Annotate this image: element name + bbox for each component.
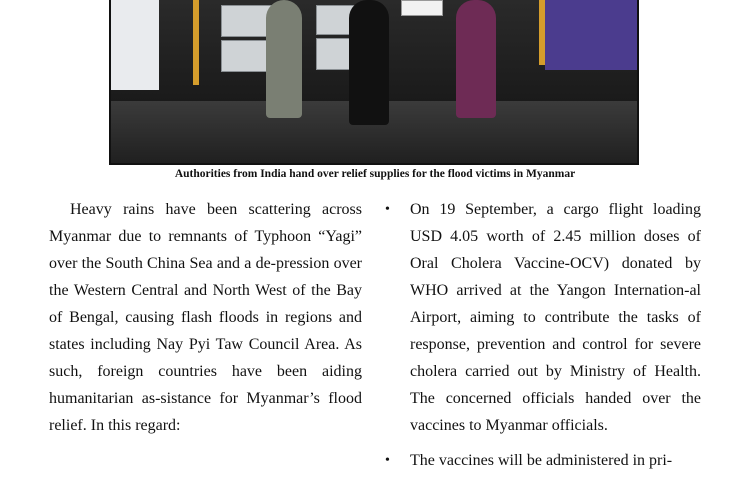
news-photo bbox=[109, 0, 639, 165]
bullet-marker: • bbox=[385, 453, 390, 468]
photo-person bbox=[266, 0, 302, 118]
photo-stand bbox=[539, 0, 545, 65]
bullet-text: The vaccines will be administered in pri- bbox=[410, 452, 673, 469]
photo-person bbox=[456, 0, 496, 118]
right-column bbox=[385, 196, 701, 482]
bullet-marker: • bbox=[385, 202, 390, 217]
bullet-text: On 19 September, a cargo flight loading USD 4.05 worth of 2.45 million doses of Oral Cholera Vaccine-OCV) donated by WHO arrived at the Yangon Internation-al Airport, aiming to contribute the tasks of response, prevention and control for severe cholera carried out by Ministry of Health. The concerned officials handed over the vaccines to Myanmar officials. bbox=[410, 201, 701, 434]
photo-person bbox=[349, 0, 389, 125]
bullet-item bbox=[385, 447, 701, 474]
bullet-item bbox=[385, 196, 701, 439]
photo-stand bbox=[193, 0, 199, 85]
photo-caption: Authorities from India hand over relief supplies for the flood victims in Myanmar bbox=[174, 168, 576, 180]
intro-paragraph: Heavy rains have been scattering across Myanmar due to remnants of Typhoon “Yagi” over the South China Sea and a de-pression over the Western Central and North West of the Bay of Bengal, causing flash floods in regions and states including Nay Pyi Taw Council Area. As such, foreign countries have been aiding humanitarian as-sistance for Myanmar’s flood relief. In this regard: bbox=[49, 201, 362, 434]
photo-banner bbox=[545, 0, 637, 70]
left-column bbox=[49, 196, 362, 439]
photo-light-area bbox=[111, 0, 159, 90]
photo-certificate bbox=[401, 0, 443, 16]
